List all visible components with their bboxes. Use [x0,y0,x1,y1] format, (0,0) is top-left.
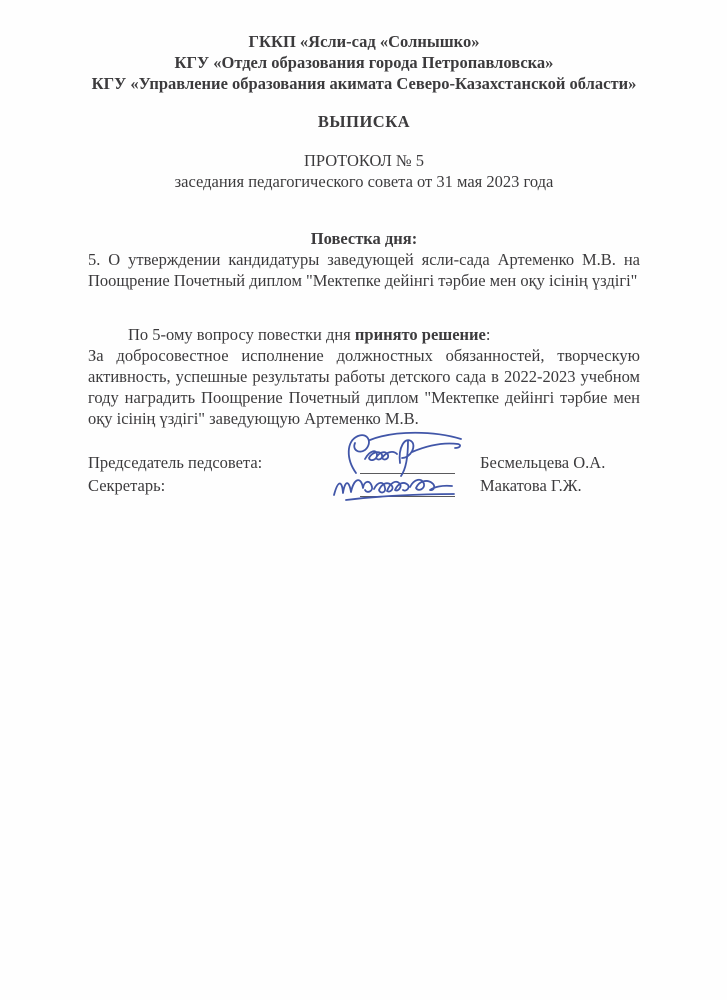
header-org-line-2: КГУ «Отдел образования города Петропавловска» [174,53,554,72]
agenda-heading: Повестка дня: [310,229,418,248]
decision-lead-bold: принято решение [354,325,486,344]
document-header [88,31,640,94]
signature-role-secretary: Секретарь: [88,476,166,495]
signature-block [88,451,640,497]
decision-lead-suffix: : [485,325,491,344]
header-org-line-3: КГУ «Управление образования акимата Северо-Казахстанской области» [91,74,637,93]
protocol-number: ПРОТОКОЛ № 5 [303,151,425,170]
agenda-item: 5. О утверждении кандидатуры заведующей ясли-сада Артеменко М.В. на Поощрение Почетный диплом "Мектепке дейінгі тәрбие мен оқу ісінің үздігі" [88,250,640,290]
header-org-line-1: ГККП «Ясли-сад «Солнышко» [248,32,480,51]
decision-lead [88,324,640,345]
signature-line-secretary [360,480,455,497]
signature-role-chairman: Председатель педсовета: [88,453,263,472]
signature-row-secretary [88,474,640,497]
decision-body: За добросовестное исполнение должностных обязанностей, творческую активность, успешные результаты работы детского сада в 2022-2023 учебном году наградить Поощрение Почетный диплом "Мектепке дейінгі тәрбие мен оқу ісінің үздігі" заведующую Артеменко М.В. [88,346,640,428]
signature-row-chairman [88,451,640,474]
decision-lead-prefix: По 5-ому вопросу повестки дня [128,325,355,344]
signature-line-chairman [360,457,455,474]
signature-name-chairman: Бесмельцева О.А. [480,453,606,472]
signature-name-secretary: Макатова Г.Ж. [480,476,582,495]
protocol-subtitle: заседания педагогического совета от 31 мая 2023 года [174,172,554,191]
document-title: ВЫПИСКА [317,112,411,131]
